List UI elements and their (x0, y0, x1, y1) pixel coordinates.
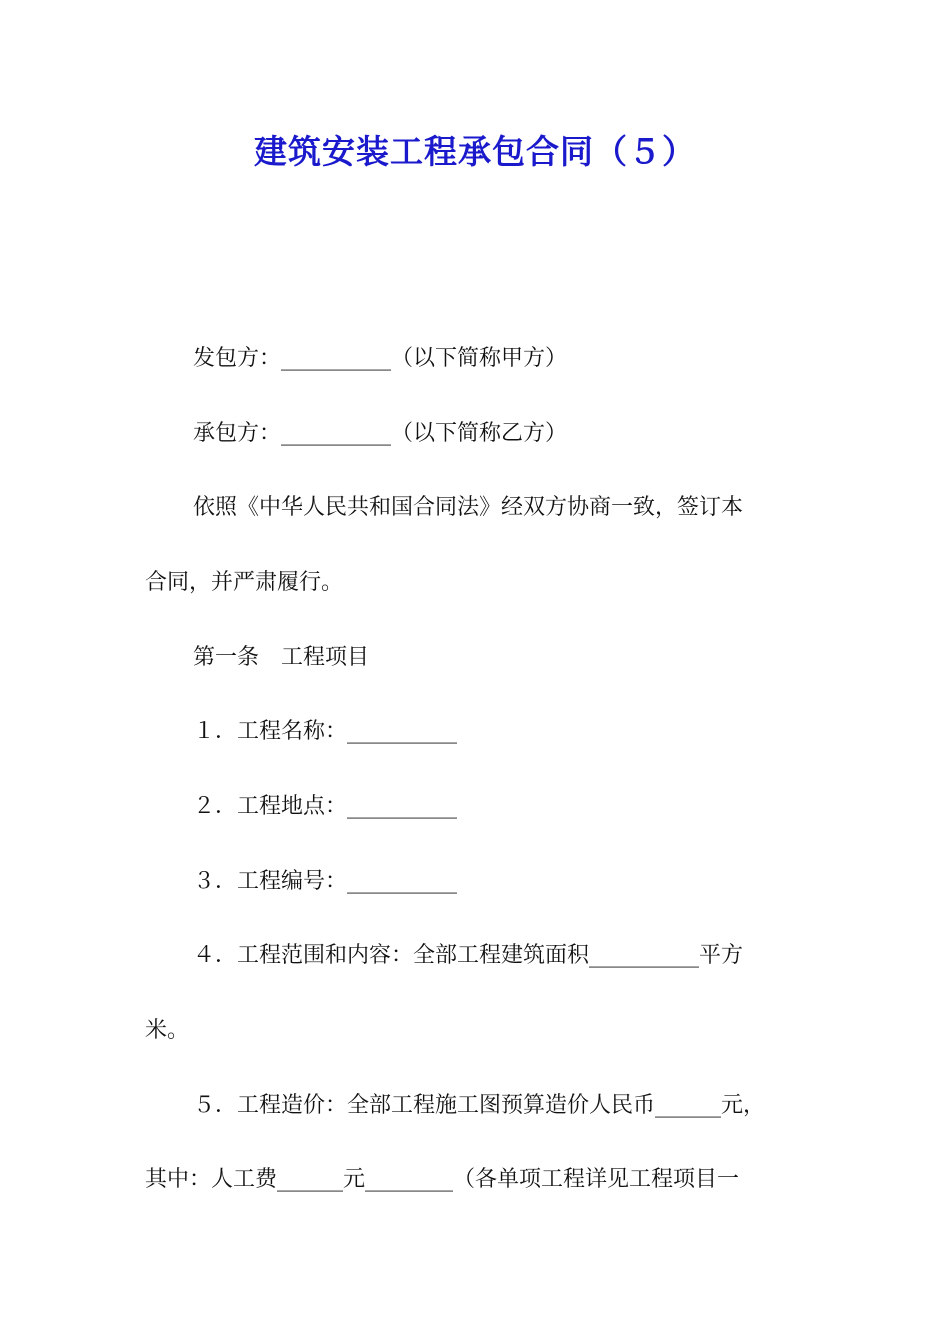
project-number-line: ３．工程编号：__________ (193, 869, 458, 894)
project-cost-line-2: 其中：人工费______元________（各单项工程详见工程项目一 (145, 1167, 740, 1192)
project-scope-line-2: 米。 (145, 1018, 190, 1043)
preamble-line-1: 依照《中华人民共和国合同法》经双方协商一致，签订本 (193, 495, 744, 520)
project-name-line: １．工程名称：__________ (193, 719, 458, 744)
party-a-line: 发包方：__________（以下简称甲方） (193, 346, 568, 371)
project-scope-line-1: ４．工程范围和内容：全部工程建筑面积__________平方 (193, 943, 744, 968)
project-cost-line-1: ５．工程造价：全部工程施工图预算造价人民币______元， (193, 1093, 766, 1118)
article-1-heading: 第一条 工程项目 (193, 645, 370, 670)
document-title: 建筑安装工程承包合同（５） (254, 132, 696, 171)
party-b-line: 承包方：__________（以下简称乙方） (193, 421, 568, 446)
preamble-line-2: 合同，并严肃履行。 (145, 570, 344, 595)
project-location-line: ２．工程地点：__________ (193, 794, 458, 819)
